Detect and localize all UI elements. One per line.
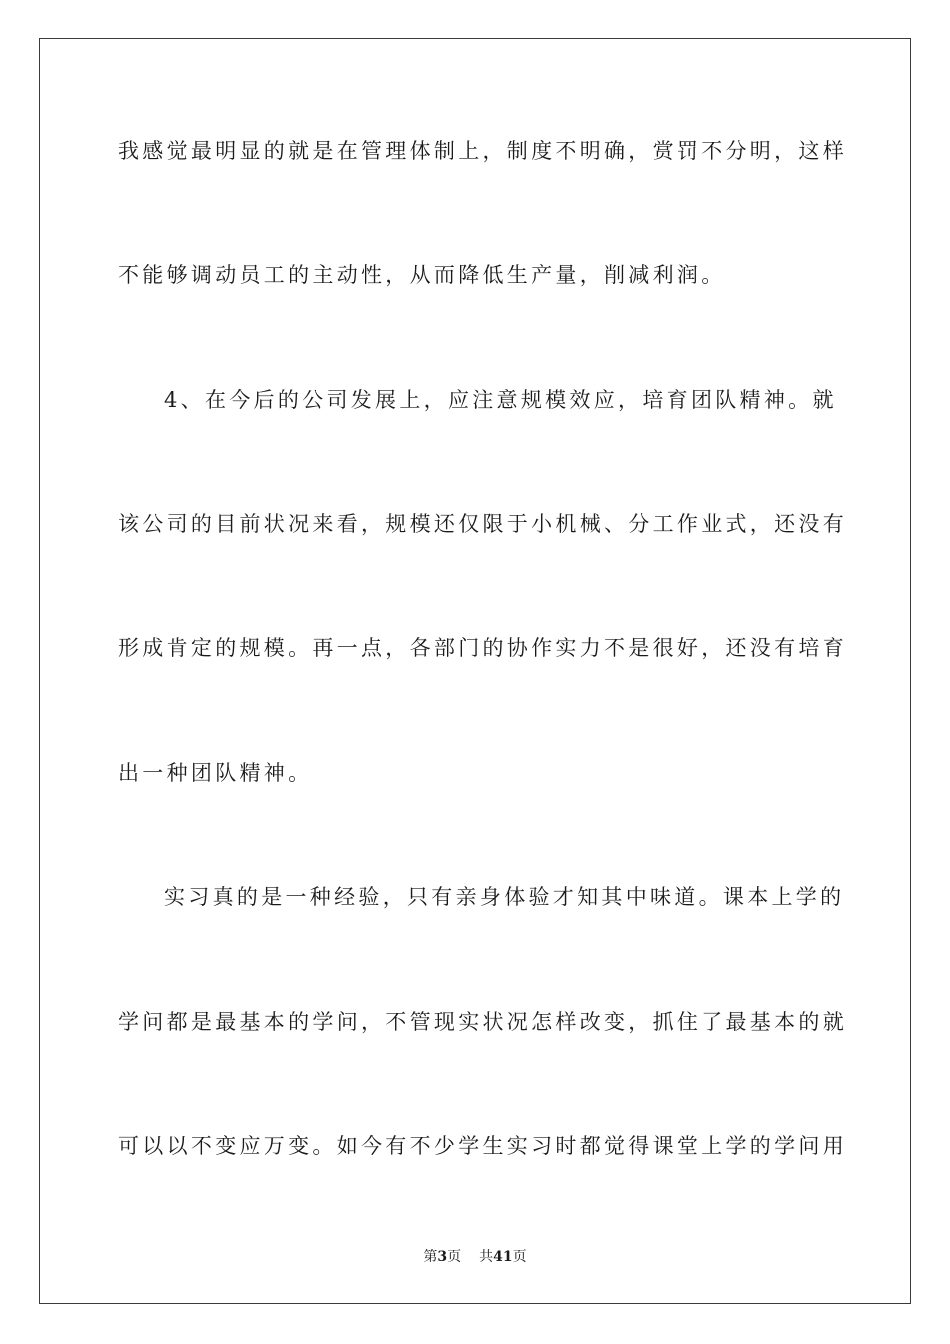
paragraph-line-6: 出一种团队精神。: [118, 761, 313, 785]
total-prefix: 共: [479, 1249, 494, 1265]
paragraph-line-1: 我感觉最明显的就是在管理体制上，制度不明确，赏罚不分明，这样: [118, 139, 847, 163]
paragraph-line-4: 该公司的目前状况来看，规模还仅限于小机械、分工作业式，还没有: [118, 512, 847, 536]
paragraph-line-8: 学问都是最基本的学问，不管现实状况怎样改变，抓住了最基本的就: [118, 1010, 847, 1034]
page-border: [39, 38, 911, 1304]
paragraph-line-5: 形成肯定的规模。再一点，各部门的协作实力不是很好，还没有培育: [118, 636, 847, 660]
total-suffix: 页: [512, 1249, 527, 1265]
total-pages: 41: [493, 1249, 513, 1265]
page-prefix: 第: [423, 1249, 438, 1265]
paragraph-line-2: 不能够调动员工的主动性，从而降低生产量，削减利润。: [118, 263, 726, 287]
paragraph-line-3: 4、在今后的公司发展上，应注意规模效应，培育团队精神。就: [164, 388, 837, 412]
paragraph-line-9: 可以以不变应万变。如今有不少学生实习时都觉得课堂上学的学问用: [118, 1134, 847, 1158]
page-suffix: 页: [447, 1249, 462, 1265]
paragraph-line-7: 实习真的是一种经验，只有亲身体验才知其中味道。课本上学的: [164, 885, 845, 909]
page-number: 3: [437, 1249, 448, 1265]
page-footer: [0, 1248, 950, 1266]
